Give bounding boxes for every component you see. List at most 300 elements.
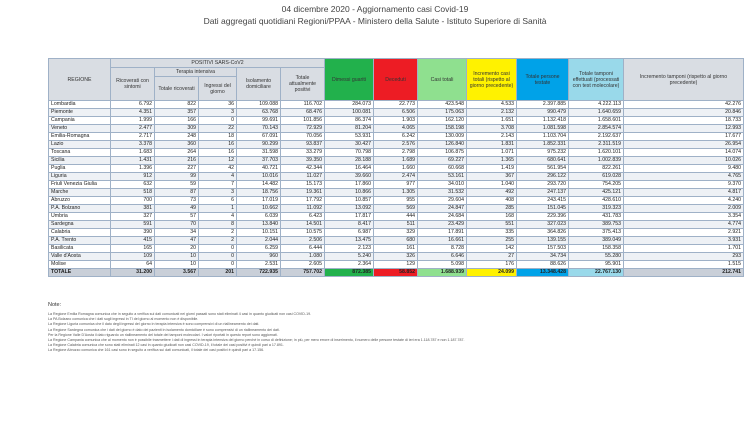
- table-cell: 2.717: [111, 133, 155, 141]
- table-cell: 4: [199, 213, 237, 221]
- table-cell: 130.009: [418, 133, 467, 141]
- table-cell: 360: [155, 141, 199, 149]
- region-name: Piemonte: [49, 109, 111, 117]
- total-cell: 872.385: [325, 269, 374, 277]
- table-cell: 492: [467, 189, 517, 197]
- table-cell: 20.846: [624, 109, 744, 117]
- note-line: La Regione Sardegna comunica che i dati del giorno è dato dei pazienti in isolamento domiciliare è sono comprensivi di un riallineamento dei dati.: [48, 327, 280, 332]
- region-name: Lombardia: [49, 101, 111, 109]
- table-row: [49, 101, 744, 109]
- region-name: Umbria: [49, 213, 111, 221]
- table-cell: 2.798: [374, 149, 418, 157]
- table-cell: 3.354: [624, 213, 744, 221]
- table-cell: 27: [467, 253, 517, 261]
- table-cell: 335: [467, 229, 517, 237]
- table-cell: 990.479: [517, 109, 569, 117]
- table-cell: 165: [111, 245, 155, 253]
- table-row: [49, 109, 744, 117]
- table-cell: 518: [111, 189, 155, 197]
- total-cell: 757.702: [281, 269, 325, 277]
- total-cell: 722.935: [237, 269, 281, 277]
- table-cell: 1.081.598: [517, 125, 569, 133]
- table-cell: 40.721: [237, 165, 281, 173]
- table-cell: 1.651: [467, 117, 517, 125]
- table-cell: 1.132.418: [517, 117, 569, 125]
- table-cell: 13.475: [325, 237, 374, 245]
- region-name: Emilia-Romagna: [49, 133, 111, 141]
- note-line: La Regione Emilia Romagna comunica che in seguito a verifica sui dati comunicati nei giorni passati sono stati eliminati 4 casi in quanto giudicati non casi COVID-19.: [48, 312, 312, 316]
- table-row: [49, 149, 744, 157]
- table-cell: 0: [199, 117, 237, 125]
- table-cell: 309: [155, 125, 199, 133]
- table-cell: 11.092: [281, 205, 325, 213]
- table-cell: 47: [155, 237, 199, 245]
- table-cell: 619.028: [569, 173, 624, 181]
- table-row: [49, 173, 744, 181]
- table-cell: 1.431: [111, 157, 155, 165]
- table-cell: 70: [155, 221, 199, 229]
- table-cell: 10: [155, 253, 199, 261]
- table-cell: 31.598: [237, 149, 281, 157]
- table-cell: 977: [374, 181, 418, 189]
- region-name: Basilicata: [49, 245, 111, 253]
- table-cell: 57: [155, 213, 199, 221]
- table-cell: 367: [467, 173, 517, 181]
- table-cell: 70.056: [281, 133, 325, 141]
- table-row: [49, 165, 744, 173]
- table-cell: 42.344: [281, 165, 325, 173]
- total-cell: 1.688.939: [418, 269, 467, 277]
- table-cell: 106.875: [418, 149, 467, 157]
- table-cell: 168: [467, 213, 517, 221]
- table-cell: 511: [374, 221, 418, 229]
- table-cell: 101.856: [281, 117, 325, 125]
- table-cell: 161: [374, 245, 418, 253]
- col-dimessi: Dimessi guariti: [325, 59, 374, 101]
- table-cell: 444: [374, 213, 418, 221]
- table-cell: 423.548: [418, 101, 467, 109]
- table-cell: 64: [111, 261, 155, 269]
- table-cell: 42: [199, 165, 237, 173]
- col-deceduti: Deceduti: [374, 59, 418, 101]
- table-cell: 151.045: [517, 205, 569, 213]
- table-cell: 8.728: [418, 245, 467, 253]
- table-cell: 81.204: [325, 125, 374, 133]
- table-cell: 1.831: [467, 141, 517, 149]
- group-icu-header: Terapia intensiva: [155, 68, 237, 77]
- table-cell: 754.205: [569, 181, 624, 189]
- table-cell: 4.765: [624, 173, 744, 181]
- table-cell: 1.683: [111, 149, 155, 157]
- table-cell: 1.903: [374, 117, 418, 125]
- table-cell: 293.720: [517, 181, 569, 189]
- table-cell: 142: [467, 245, 517, 253]
- table-cell: 1.071: [467, 149, 517, 157]
- total-cell: 31.200: [111, 269, 155, 277]
- table-cell: 18.733: [624, 117, 744, 125]
- table-cell: 1.002.839: [569, 157, 624, 165]
- page-subtitle: Dati aggregati quotidiani Regioni/PPAA - Ministero della Salute - Istituto Superiore di Sanità: [203, 16, 547, 26]
- table-cell: 158.198: [418, 125, 467, 133]
- table-cell: 30.427: [325, 141, 374, 149]
- table-cell: 17.019: [237, 197, 281, 205]
- note-line: Per la Regione Valle D'Aosta il dato riguardo un riallineamento del totale dei tamponi molecolari. I valori riportati in questo report sono aggiornati.: [48, 332, 278, 337]
- group-positive-header: POSITIVI SARS-CoV2: [111, 59, 325, 68]
- region-name: Sicilia: [49, 157, 111, 165]
- col-incremento-tamponi: Incremento tamponi (rispetto al giorno precedente): [624, 59, 744, 101]
- table-cell: 34.734: [517, 253, 569, 261]
- col-casi-totali: Casi totali: [418, 59, 467, 101]
- table-cell: 8.417: [325, 221, 374, 229]
- table-cell: 100.081: [325, 109, 374, 117]
- table-cell: 87: [155, 189, 199, 197]
- table-cell: 17.677: [624, 133, 744, 141]
- table-cell: 2.364: [325, 261, 374, 269]
- table-cell: 2: [199, 229, 237, 237]
- notes-list: [48, 312, 698, 354]
- table-row: [49, 261, 744, 269]
- table-cell: 0: [199, 261, 237, 269]
- col-isolamento: Isolamento domiciliare: [237, 68, 281, 101]
- table-cell: 2: [199, 237, 237, 245]
- table-cell: 139.155: [517, 237, 569, 245]
- table-cell: 1.305: [374, 189, 418, 197]
- table-cell: 6.039: [237, 213, 281, 221]
- table-body: [49, 101, 744, 269]
- table-cell: 10.662: [237, 205, 281, 213]
- table-cell: 822.261: [569, 165, 624, 173]
- table-cell: 822: [155, 101, 199, 109]
- table-cell: 6.646: [418, 253, 467, 261]
- table-cell: 6.506: [374, 109, 418, 117]
- table-row: [49, 181, 744, 189]
- table-cell: 2.531: [237, 261, 281, 269]
- region-name: P.A. Bolzano: [49, 205, 111, 213]
- table-cell: 6.987: [325, 229, 374, 237]
- table-cell: 158.358: [569, 245, 624, 253]
- table-cell: 2.143: [467, 133, 517, 141]
- table-cell: 67.091: [237, 133, 281, 141]
- covid-data-table: [48, 58, 744, 277]
- region-name: Toscana: [49, 149, 111, 157]
- table-cell: 425.121: [569, 189, 624, 197]
- table-cell: 229.396: [517, 213, 569, 221]
- table-cell: 10.026: [624, 157, 744, 165]
- table-cell: 34: [155, 229, 199, 237]
- table-cell: 561.954: [517, 165, 569, 173]
- table-cell: 162.120: [418, 117, 467, 125]
- table-cell: 1.080: [281, 253, 325, 261]
- table-cell: 389.753: [569, 221, 624, 229]
- region-name: Valle d'Aosta: [49, 253, 111, 261]
- col-ricoverati: Ricoverati con sintomi: [111, 68, 155, 101]
- col-totale-ricoverati: Totale ricoverati: [155, 77, 199, 101]
- table-cell: 20: [155, 245, 199, 253]
- table-row: [49, 253, 744, 261]
- table-cell: 126.840: [418, 141, 467, 149]
- region-name: Calabria: [49, 229, 111, 237]
- table-cell: 2.192.637: [569, 133, 624, 141]
- table-cell: 24.847: [418, 205, 467, 213]
- table-cell: 2.044: [237, 237, 281, 245]
- table-cell: 248: [155, 133, 199, 141]
- table-cell: 6.444: [281, 245, 325, 253]
- table-row: [49, 245, 744, 253]
- table-cell: 1.620.101: [569, 149, 624, 157]
- table-cell: 166: [155, 117, 199, 125]
- table-cell: 680: [374, 237, 418, 245]
- table-cell: 6: [199, 197, 237, 205]
- table-cell: 9.480: [624, 165, 744, 173]
- table-cell: 116.702: [281, 101, 325, 109]
- table-cell: 176: [467, 261, 517, 269]
- table-cell: 389.049: [569, 237, 624, 245]
- table-cell: 255: [467, 237, 517, 245]
- table-row: [49, 117, 744, 125]
- table-cell: 0: [199, 253, 237, 261]
- table-cell: 13.092: [325, 205, 374, 213]
- table-cell: 93.837: [281, 141, 325, 149]
- table-cell: 26.954: [624, 141, 744, 149]
- table-cell: 2.311.519: [569, 141, 624, 149]
- table-cell: 23.429: [418, 221, 467, 229]
- table-cell: 3: [199, 109, 237, 117]
- table-cell: 53.161: [418, 173, 467, 181]
- table-cell: 1.660: [374, 165, 418, 173]
- table-cell: 22.773: [374, 101, 418, 109]
- table-cell: 296.122: [517, 173, 569, 181]
- table-cell: 1.701: [624, 245, 744, 253]
- region-name: Lazio: [49, 141, 111, 149]
- table-cell: 551: [467, 221, 517, 229]
- region-name: Sardegna: [49, 221, 111, 229]
- region-name: P.A. Trento: [49, 237, 111, 245]
- table-cell: 14.074: [624, 149, 744, 157]
- table-cell: 10: [155, 261, 199, 269]
- table-cell: 86.374: [325, 117, 374, 125]
- table-cell: 975.232: [517, 149, 569, 157]
- table-cell: 8: [199, 221, 237, 229]
- table-cell: 2.605: [281, 261, 325, 269]
- table-row: [49, 197, 744, 205]
- table-cell: 18: [199, 133, 237, 141]
- table-cell: 12: [199, 157, 237, 165]
- table-cell: 10.857: [325, 197, 374, 205]
- table-cell: 415: [111, 237, 155, 245]
- table-cell: 6.792: [111, 101, 155, 109]
- table-cell: 55.280: [569, 253, 624, 261]
- table-cell: 15.173: [281, 181, 325, 189]
- table-cell: 39.350: [281, 157, 325, 165]
- table-cell: 39.660: [325, 173, 374, 181]
- table-cell: 17.891: [418, 229, 467, 237]
- table-cell: 1.658.601: [569, 117, 624, 125]
- table-cell: 375.413: [569, 229, 624, 237]
- note-line: La PA Bolzano comunica che i dati sugli ingressi in TI del giorno al momento non è disponibile.: [48, 317, 199, 322]
- table-cell: 129: [374, 261, 418, 269]
- col-persone-testate: Totale persone testate: [517, 59, 569, 101]
- table-cell: 34.010: [418, 181, 467, 189]
- table-row: [49, 133, 744, 141]
- table-cell: 357: [155, 109, 199, 117]
- table-cell: 0: [199, 245, 237, 253]
- table-cell: 59: [155, 181, 199, 189]
- table-cell: 37.703: [237, 157, 281, 165]
- table-cell: 16: [199, 149, 237, 157]
- table-cell: 14.482: [237, 181, 281, 189]
- total-cell: 13.348.428: [517, 269, 569, 277]
- col-ingressi: Ingressi del giorno: [199, 77, 237, 101]
- total-label: TOTALE: [49, 269, 111, 277]
- total-cell: 201: [199, 269, 237, 277]
- table-row: [49, 157, 744, 165]
- table-cell: 13.840: [237, 221, 281, 229]
- table-cell: 329: [374, 229, 418, 237]
- table-cell: 243.415: [517, 197, 569, 205]
- table-cell: 5.240: [325, 253, 374, 261]
- table-cell: 90.299: [237, 141, 281, 149]
- region-name: Friuli Venezia Giulia: [49, 181, 111, 189]
- table-cell: 381: [111, 205, 155, 213]
- table-cell: 1.689: [374, 157, 418, 165]
- table-cell: 4.817: [624, 189, 744, 197]
- table-cell: 63.768: [237, 109, 281, 117]
- table-cell: 7: [199, 181, 237, 189]
- table-cell: 6.423: [281, 213, 325, 221]
- table-cell: 285: [467, 205, 517, 213]
- table-cell: 6.242: [374, 133, 418, 141]
- table-cell: 72.929: [281, 125, 325, 133]
- table-cell: 49: [155, 205, 199, 213]
- table-cell: 3.378: [111, 141, 155, 149]
- table-cell: 10.016: [237, 173, 281, 181]
- table-cell: 1.040: [467, 181, 517, 189]
- table-cell: 17.817: [325, 213, 374, 221]
- table-cell: 6.259: [237, 245, 281, 253]
- table-cell: 327: [111, 213, 155, 221]
- table-cell: 31.532: [418, 189, 467, 197]
- table-cell: 2.854.574: [569, 125, 624, 133]
- table-cell: 4.774: [624, 221, 744, 229]
- table-cell: 95.901: [569, 261, 624, 269]
- col-tamponi: Totale tamponi effettuati (processati con test molecolare): [569, 59, 624, 101]
- table-cell: 1: [199, 205, 237, 213]
- table-cell: 10.151: [237, 229, 281, 237]
- table-cell: 73: [155, 197, 199, 205]
- total-cell: 24.099: [467, 269, 517, 277]
- table-cell: 216: [155, 157, 199, 165]
- table-cell: 247.137: [517, 189, 569, 197]
- total-cell: 58.852: [374, 269, 418, 277]
- table-cell: 11.027: [281, 173, 325, 181]
- table-cell: 16.464: [325, 165, 374, 173]
- col-incremento-casi: Incremento casi totali (rispetto al giorno precedente): [467, 59, 517, 101]
- table-cell: 2.123: [325, 245, 374, 253]
- region-name: Puglia: [49, 165, 111, 173]
- table-cell: 569: [374, 205, 418, 213]
- table-cell: 1.640.659: [569, 109, 624, 117]
- region-name: Liguria: [49, 173, 111, 181]
- table-cell: 227: [155, 165, 199, 173]
- table-cell: 2.132: [467, 109, 517, 117]
- region-name: Veneto: [49, 125, 111, 133]
- note-line: La Regione Calabria comunica che sono stati eliminati 12 casi in quanto giudicati non casi COVID-19, il totale dei casi positivi è quindi pari a 17.891.: [48, 343, 284, 348]
- table-row: [49, 141, 744, 149]
- table-cell: 109: [111, 253, 155, 261]
- table-cell: 408: [467, 197, 517, 205]
- table-cell: 284.073: [325, 101, 374, 109]
- col-totale-positivi: Totale attualmente positivi: [281, 68, 325, 101]
- table-cell: 3.708: [467, 125, 517, 133]
- table-row: [49, 213, 744, 221]
- table-row: [49, 237, 744, 245]
- table-cell: 2.921: [624, 229, 744, 237]
- table-cell: 4.065: [374, 125, 418, 133]
- table-cell: 293: [624, 253, 744, 261]
- table-row: [49, 205, 744, 213]
- note-line: La Regione Campania comunica che al momento non è possibile trasmettere i dati di ingressi in terapia intensiva del giorno perché in corso di definizione; in più, per mero errore di inserimento, il numero delle persone testate di ieri era 1.118.787 e non 1.187.787.: [48, 338, 465, 343]
- note-line: La Regione Abruzzo comunica che 161 casi sono in seguito a verifica sui dati comunicati, il totale dei casi positivi è quindi pari a 17.156.: [48, 348, 265, 353]
- table-cell: 3.931: [624, 237, 744, 245]
- table-cell: 1.103.704: [517, 133, 569, 141]
- table-cell: 3: [199, 189, 237, 197]
- total-cell: 22.767.130: [569, 269, 624, 277]
- table-cell: 1.515: [624, 261, 744, 269]
- region-name: Molise: [49, 261, 111, 269]
- table-cell: 955: [374, 197, 418, 205]
- table-cell: 326: [374, 253, 418, 261]
- table-cell: 2.474: [374, 173, 418, 181]
- table-cell: 1.852.331: [517, 141, 569, 149]
- table-cell: 2.397.885: [517, 101, 569, 109]
- table-cell: 5.098: [418, 261, 467, 269]
- table-cell: 4: [199, 173, 237, 181]
- table-cell: 19.361: [281, 189, 325, 197]
- table-cell: 14.501: [281, 221, 325, 229]
- table-cell: 175.063: [418, 109, 467, 117]
- table-cell: 4.222.113: [569, 101, 624, 109]
- table-cell: 1.419: [467, 165, 517, 173]
- table-cell: 12.993: [624, 125, 744, 133]
- table-cell: 68.476: [281, 109, 325, 117]
- region-name: Marche: [49, 189, 111, 197]
- table-row: [49, 189, 744, 197]
- table-cell: 42.276: [624, 101, 744, 109]
- table-row: [49, 221, 744, 229]
- region-name: Abruzzo: [49, 197, 111, 205]
- col-region: REGIONE: [49, 59, 111, 101]
- table-cell: 632: [111, 181, 155, 189]
- table-cell: 319.323: [569, 205, 624, 213]
- table-cell: 4.240: [624, 197, 744, 205]
- note-line: La Regione Liguria comunica che il dato degli ingressi del giorno in terapia intensiva è sono comprensivi di un riallineamento dei dati.: [48, 322, 260, 327]
- table-cell: 9.370: [624, 181, 744, 189]
- table-cell: 53.931: [325, 133, 374, 141]
- table-cell: 10.866: [325, 189, 374, 197]
- table-cell: 109.088: [237, 101, 281, 109]
- table-row: [49, 229, 744, 237]
- table-cell: 591: [111, 221, 155, 229]
- table-cell: 2.576: [374, 141, 418, 149]
- table-cell: 1.999: [111, 117, 155, 125]
- page-title: 04 dicembre 2020 - Aggiornamento casi Covid-19: [281, 4, 469, 14]
- table-cell: 70.798: [325, 149, 374, 157]
- table-cell: 70.143: [237, 125, 281, 133]
- table-cell: 431.783: [569, 213, 624, 221]
- table-cell: 16: [199, 141, 237, 149]
- table-cell: 264: [155, 149, 199, 157]
- region-name: Campania: [49, 117, 111, 125]
